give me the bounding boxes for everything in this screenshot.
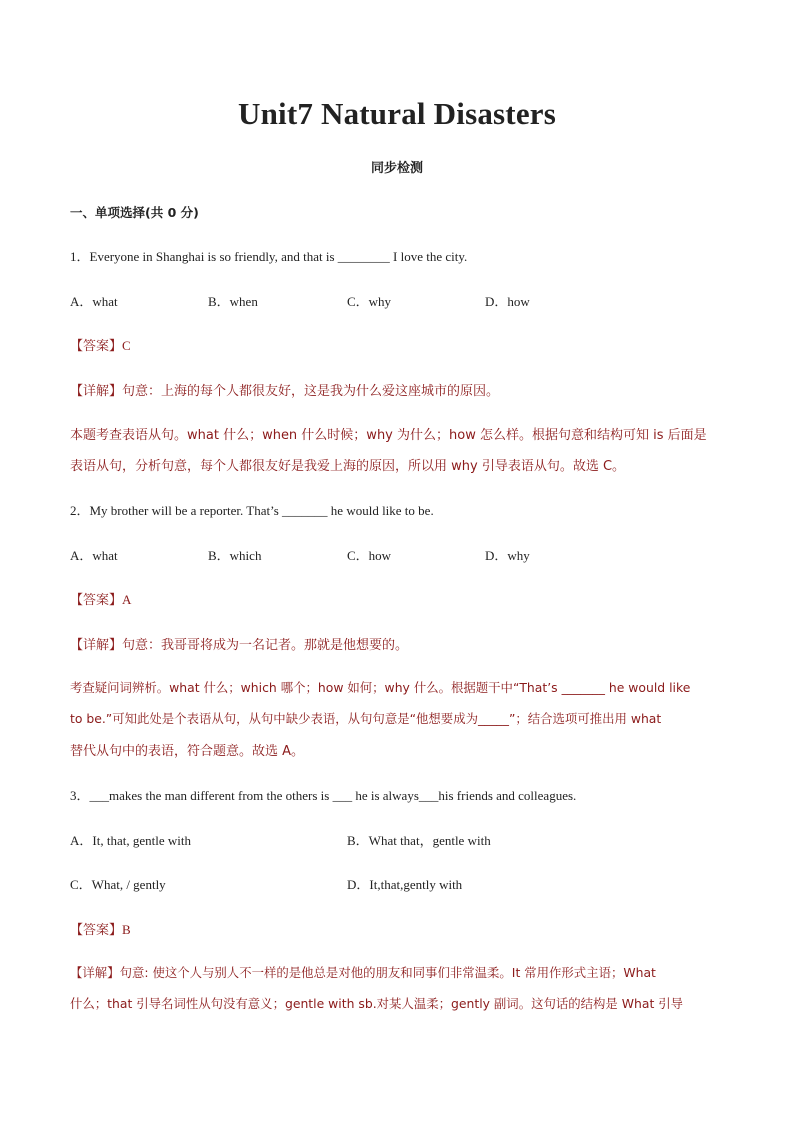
q3-option-a: A．It, that, gentle with <box>70 833 191 848</box>
answer-label: 【答案】 <box>70 593 123 608</box>
detail-label: 【详解】 <box>70 965 120 980</box>
q2-explanation-line-1: 考查疑问词辨析。what 什么；which 哪个；how 如何；why 什么。根据题干中“That’s _______ he would like <box>70 680 691 695</box>
q3-stem: 3．___makes the man different from the others is ___ he is always___his friends and colleagues. <box>70 788 577 803</box>
q3-answer <box>70 919 131 938</box>
q3-detail <box>70 963 656 981</box>
answer-value: C <box>122 338 131 353</box>
answer-value: A <box>122 592 132 607</box>
q2-option-d: D．why <box>485 548 530 563</box>
q2-explanation-line-2: to be.”可知此处是个表语从句，从句中缺少表语，从句句意是“他想要成为_____”；结合选项可推出用 what <box>70 711 662 726</box>
q2-stem: 2．My brother will be a reporter. That’s _______ he would like to be. <box>70 503 434 518</box>
q2-option-a: A．what <box>70 548 118 563</box>
q1-option-c: C．why <box>347 294 392 309</box>
answer-value: B <box>122 922 131 937</box>
q1-option-d: D．how <box>485 294 530 309</box>
q2-option-b: B．which <box>208 548 262 563</box>
q3-option-d: D．It,that,gently with <box>347 877 463 892</box>
q2-option-c: C．how <box>347 548 392 563</box>
q3-explanation-line-1: 什么；that 引导名词性从句没有意义；gentle with sb.对某人温柔；gently 副词。这句话的结构是 What 引导 <box>70 996 684 1011</box>
q2-answer <box>70 589 131 608</box>
detail-text: 句意：我哥哥将成为一名记者。那就是他想要的。 <box>122 638 409 653</box>
page-subtitle: 同步检测 <box>370 161 423 176</box>
q1-explanation-line-1: 本题考查表语从句。what 什么；when 什么时候；why 为什么；how 怎么样。根据句意和结构可知 is 后面是 <box>70 428 707 443</box>
q1-answer <box>70 335 131 354</box>
answer-label: 【答案】 <box>70 339 123 354</box>
detail-text: 句意：上海的每个人都很友好，这是我为什么爱这座城市的原因。 <box>122 384 500 399</box>
page-title: Unit7 Natural Disasters <box>237 96 557 131</box>
detail-label: 【详解】 <box>70 384 123 399</box>
q1-option-b: B．when <box>208 294 258 309</box>
section-heading: 一、单项选择(共 0 分) <box>70 205 199 220</box>
q3-option-c: C．What, / gently <box>70 877 166 892</box>
q2-explanation-line-3: 替代从句中的表语，符合题意。故选 A。 <box>70 744 305 759</box>
detail-text: 句意: 使这个人与别人不一样的是他总是对他的朋友和同事们非常温柔。It 常用作形式主语；What <box>119 965 656 980</box>
q1-stem: 1．Everyone in Shanghai is so friendly, and that is ________ I love the city. <box>70 249 468 264</box>
detail-label: 【详解】 <box>70 638 123 653</box>
q2-detail <box>70 634 408 653</box>
q1-explanation-line-2: 表语从句，分析句意，每个人都很友好是我爱上海的原因，所以用 why 引导表语从句。故选 C。 <box>70 459 626 474</box>
answer-label: 【答案】 <box>70 923 123 938</box>
q1-option-a: A．what <box>70 294 118 309</box>
q1-detail <box>70 380 499 399</box>
q3-option-b: B．What that，gentle with <box>347 833 491 848</box>
